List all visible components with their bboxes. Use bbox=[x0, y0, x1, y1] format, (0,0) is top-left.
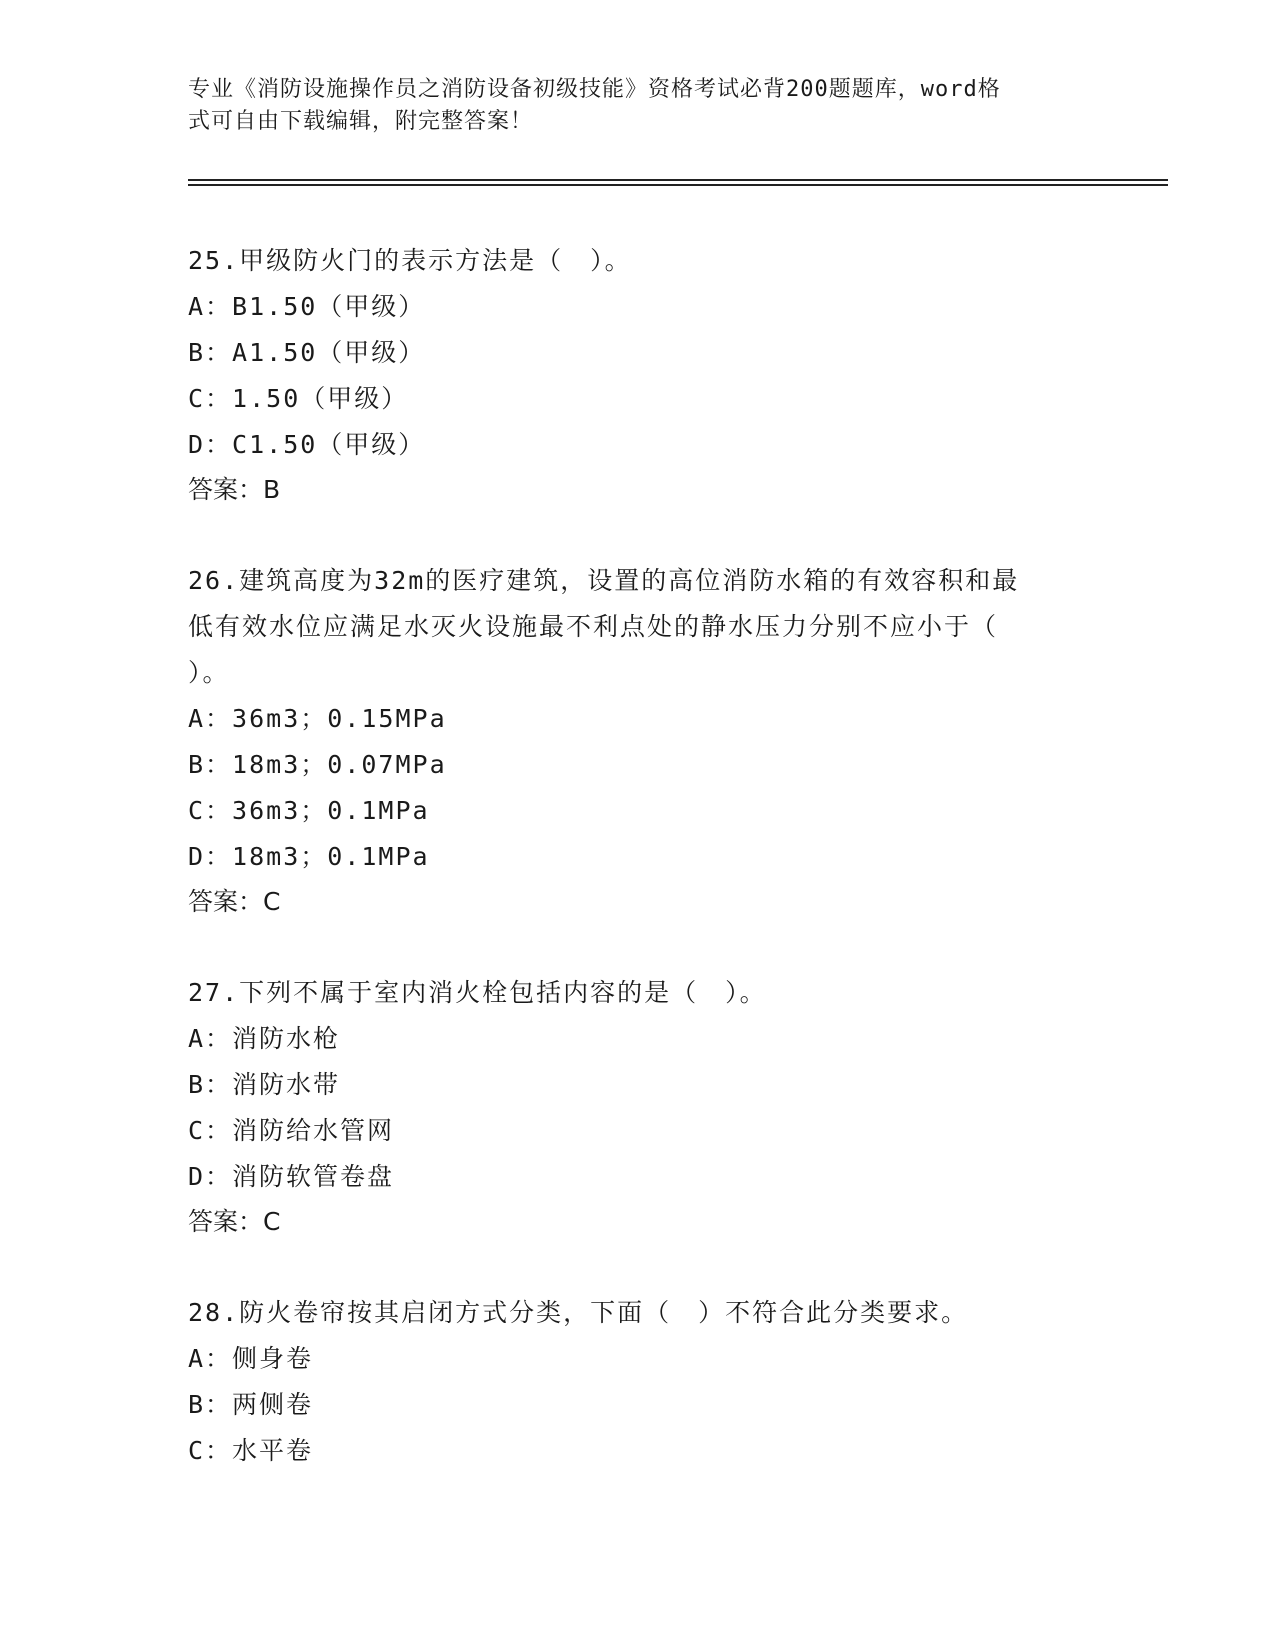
answer-key: 答案：C bbox=[188, 1207, 281, 1236]
option-a: A：B1.50（甲级） bbox=[188, 292, 426, 321]
option-d: D：消防软管卷盘 bbox=[188, 1162, 395, 1191]
question-stem: 25.甲级防火门的表示方法是（ ）。 bbox=[188, 246, 632, 275]
question-26 bbox=[188, 558, 1088, 924]
header-line-2: 式可自由下载编辑，附完整答案！ bbox=[188, 109, 534, 134]
option-a: A：侧身卷 bbox=[188, 1344, 314, 1373]
question-stem: 27.下列不属于室内消火栓包括内容的是（ ）。 bbox=[188, 978, 767, 1007]
option-c: C：1.50（甲级） bbox=[188, 384, 409, 413]
answer-key: 答案：C bbox=[188, 887, 281, 916]
document-header bbox=[188, 74, 1088, 138]
header-divider-bottom bbox=[188, 184, 1168, 186]
option-b: B：A1.50（甲级） bbox=[188, 338, 426, 367]
header-divider-top bbox=[188, 179, 1168, 181]
header-line-1: 专业《消防设施操作员之消防设备初级技能》资格考试必背200题题库，word格 bbox=[188, 77, 1001, 102]
option-b: B：两侧卷 bbox=[188, 1390, 314, 1419]
question-25 bbox=[188, 238, 1088, 512]
option-a: A：36m3；0.15MPa bbox=[188, 704, 447, 733]
answer-key: 答案：B bbox=[188, 475, 281, 504]
option-c: C：水平卷 bbox=[188, 1436, 314, 1465]
question-stem: 28.防火卷帘按其启闭方式分类，下面（ ）不符合此分类要求。 bbox=[188, 1298, 969, 1327]
question-stem-line-2: 低有效水位应满足水灭火设施最不利点处的静水压力分别不应小于（ bbox=[188, 612, 999, 641]
option-b: B：消防水带 bbox=[188, 1070, 341, 1099]
option-c: C：36m3；0.1MPa bbox=[188, 796, 430, 825]
question-stem-line-3: ）。 bbox=[188, 658, 230, 687]
question-list bbox=[188, 238, 1088, 1520]
option-b: B：18m3；0.07MPa bbox=[188, 750, 447, 779]
option-d: D：C1.50（甲级） bbox=[188, 430, 426, 459]
option-c: C：消防给水管网 bbox=[188, 1116, 395, 1145]
option-a: A：消防水枪 bbox=[188, 1024, 341, 1053]
question-28 bbox=[188, 1290, 1088, 1474]
question-stem-line-1: 26.建筑高度为32m的医疗建筑，设置的高位消防水箱的有效容积和最 bbox=[188, 566, 1020, 595]
question-27 bbox=[188, 970, 1088, 1244]
option-d: D：18m3；0.1MPa bbox=[188, 842, 430, 871]
